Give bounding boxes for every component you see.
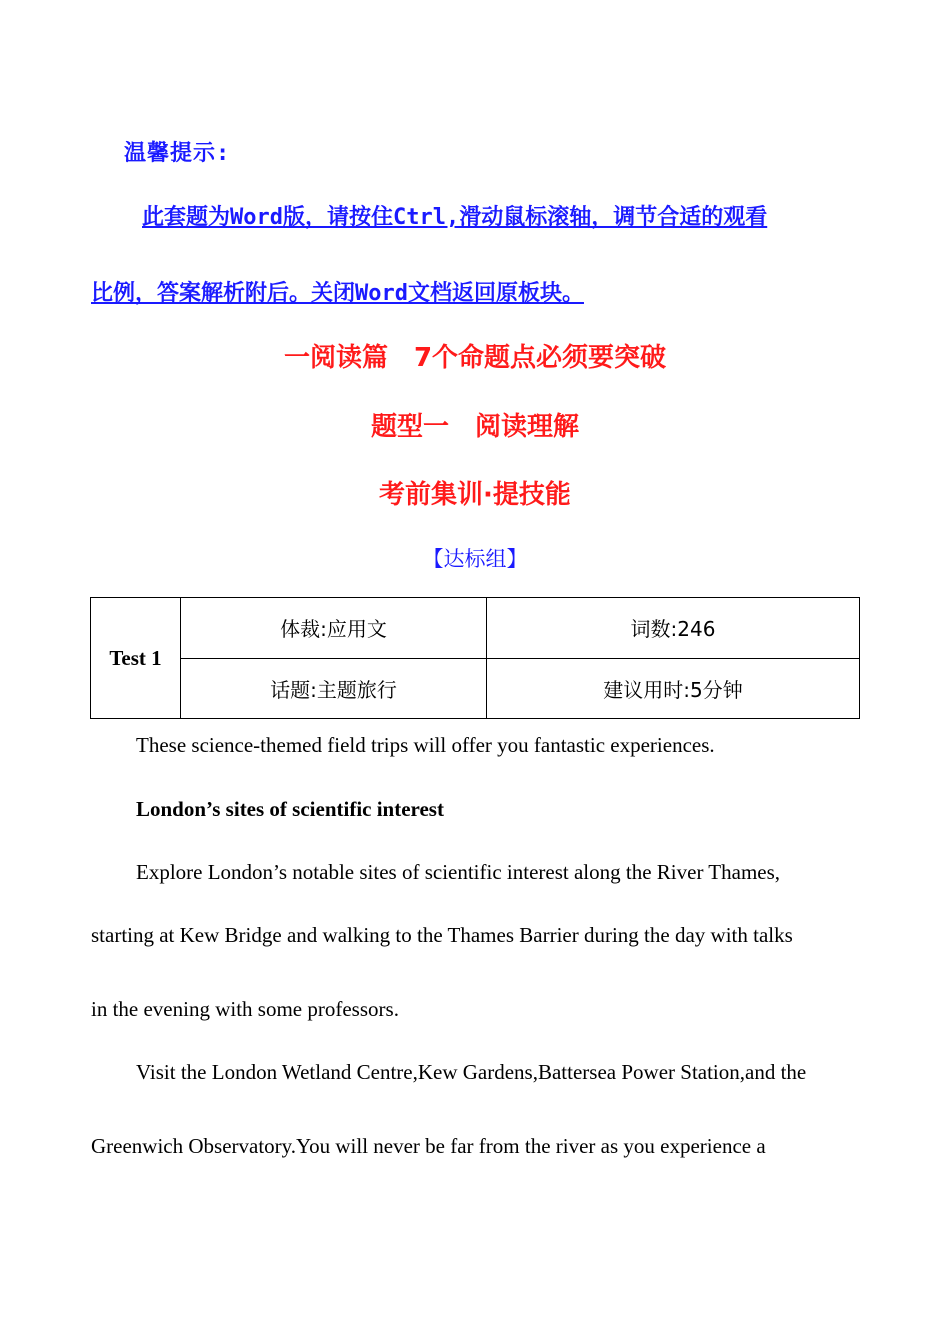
word-count-cell: 词数:246 xyxy=(487,598,860,659)
paragraph-1-line-3: in the evening with some professors. xyxy=(91,997,399,1021)
tip-line-1: 此套题为Word版，请按住Ctrl,滑动鼠标滚轴，调节合适的观看 xyxy=(142,205,768,230)
tip-line-2: 比例，答案解析附后。关闭Word文档返回原板块。 xyxy=(91,281,584,306)
passage-subheading: London’s sites of scientific interest xyxy=(136,797,444,821)
passage-intro: These science-themed field trips will offer you fantastic experiences. xyxy=(136,733,715,757)
tip-heading: 温馨提示: xyxy=(124,141,231,166)
info-table xyxy=(90,597,860,719)
test-label: Test 1 xyxy=(91,598,181,719)
topic-cell: 话题:主题旅行 xyxy=(181,658,487,719)
main-title: 一阅读篇 7个命题点必须要突破 xyxy=(283,343,667,373)
section-title: 考前集训·提技能 xyxy=(379,480,571,510)
paragraph-1-line-1: Explore London’s notable sites of scientific interest along the River Thames, xyxy=(136,860,781,884)
paragraph-2-line-2: Greenwich Observatory.You will never be far from the river as you experience a xyxy=(91,1134,766,1158)
group-tag: 【达标组】 xyxy=(422,547,528,571)
genre-cell: 体裁:应用文 xyxy=(181,598,487,659)
paragraph-1-line-2: starting at Kew Bridge and walking to the Thames Barrier during the day with talks xyxy=(91,923,793,947)
question-type-title: 题型一 阅读理解 xyxy=(370,412,579,442)
time-cell: 建议用时:5分钟 xyxy=(487,658,860,719)
paragraph-2-line-1: Visit the London Wetland Centre,Kew Gardens,Battersea Power Station,and the xyxy=(136,1060,807,1084)
